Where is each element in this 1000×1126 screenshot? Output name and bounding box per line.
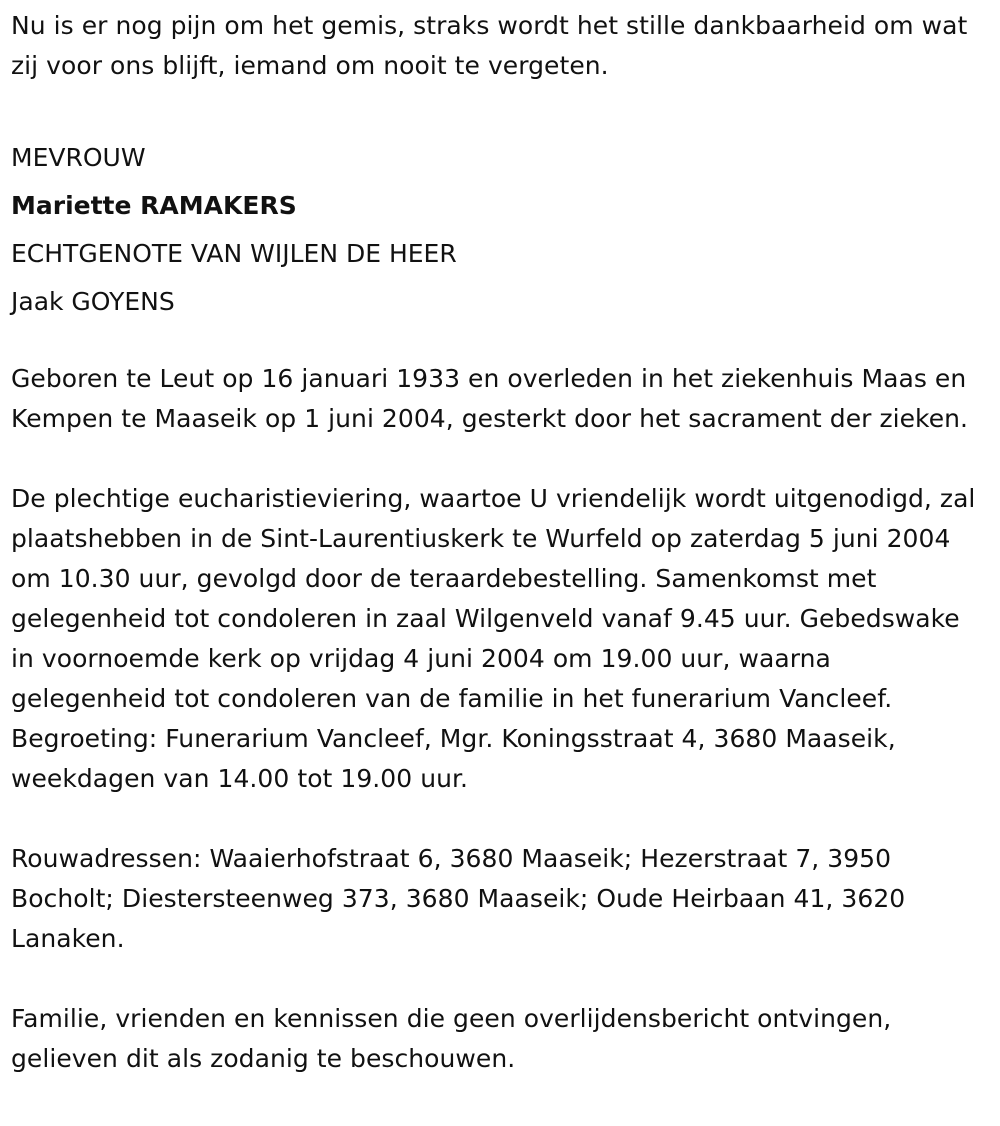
ceremony-paragraph: De plechtige eucharistieviering, waartoe U vriendelijk wordt uitgenodigd, zal plaatshebben in de Sint-Laurentiuskerk te Wurfeld op zaterdag 5 juni 2004 om 10.30 uur, gevolgd door de teraardebestelling. Samenkomst met gelegenheid tot condoleren in zaal Wilgenveld vanaf 9.45 uur. Gebedswake in voornoemde kerk op vrijdag 4 juni 2004 om 19.00 uur, waarna gelegenheid tot condoleren van de familie in het funerarium Vancleef. Begroeting: Funerarium Vancleef, Mgr. Koningsstraat 4, 3680 Maaseik, weekdagen van 14.00 tot 19.00 uur. bbox=[11, 484, 976, 793]
spacer bbox=[11, 799, 988, 839]
deceased-name: Mariette RAMAKERS bbox=[11, 191, 297, 220]
relation-text: ECHTGENOTE VAN WIJLEN DE HEER bbox=[11, 239, 457, 268]
spouse-name: Jaak GOYENS bbox=[11, 287, 175, 316]
spacer bbox=[11, 126, 988, 134]
epigraph-text: Nu is er nog pijn om het gemis, straks wordt het stille dankbaarheid om wat zij voor ons blijft, iemand om nooit te vergeten. bbox=[11, 11, 968, 80]
honorific-title: MEVROUW bbox=[11, 143, 146, 172]
birth-death-paragraph: Geboren te Leut op 16 januari 1933 en overleden in het ziekenhuis Maas en Kempen te Maaseik op 1 juni 2004, gesterkt door het sacrament der zieken. bbox=[11, 364, 969, 433]
spacer bbox=[11, 439, 988, 479]
spacer bbox=[11, 326, 988, 359]
spacer bbox=[11, 959, 988, 999]
closing-paragraph: Familie, vrienden en kennissen die geen overlijdensbericht ontvingen, gelieven dit als zodanig te beschouwen. bbox=[11, 1004, 892, 1073]
spacer bbox=[11, 86, 988, 126]
addresses-paragraph: Rouwadressen: Waaierhofstraat 6, 3680 Maaseik; Hezerstraat 7, 3950 Bocholt; Diestersteenweg 373, 3680 Maaseik; Oude Heirbaan 41, 3620 Lanaken. bbox=[11, 844, 906, 953]
